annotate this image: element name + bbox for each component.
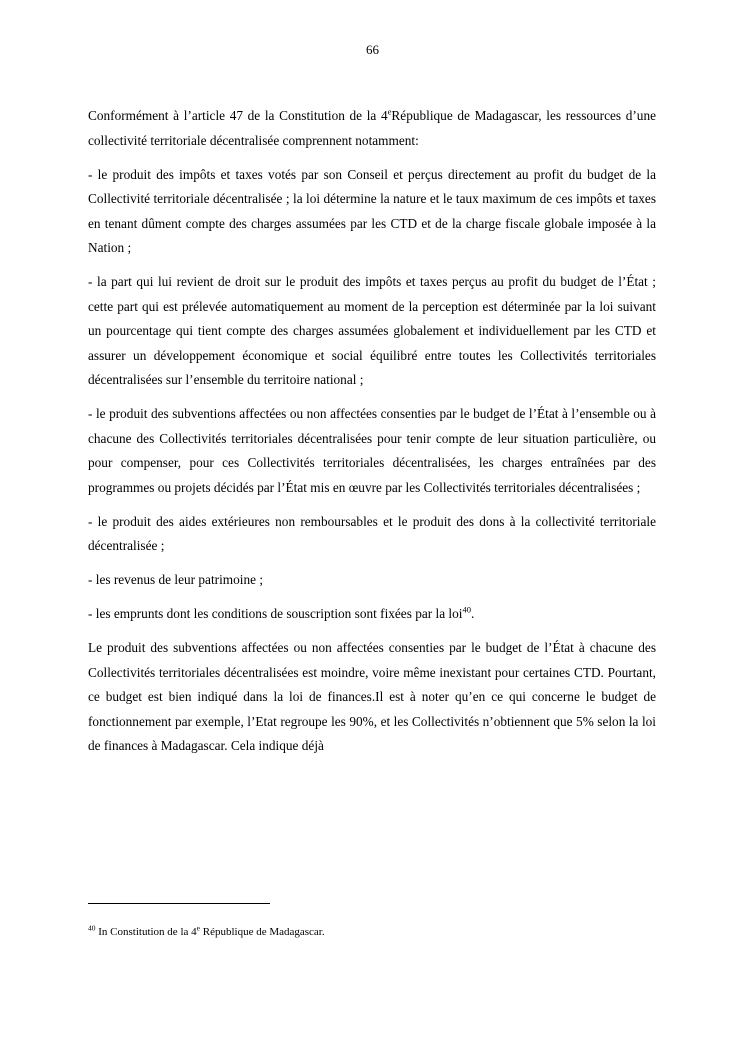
paragraph-text: Conformément à l’article 47 de la Constitution de la 4 xyxy=(88,108,388,123)
body-text xyxy=(88,104,656,768)
paragraph-text: Le produit des subventions affectées ou non affectées consenties par le budget de l’État à chacune des Collectivités territoriales décentralisées est moindre, voire même inexistant pour certaines CTD. Pourtant, ce budget est bien indiqué dans la loi de finances.Il est à noter qu’en ce qui concerne le budget de fonctionnement par exemple, l’Etat regroupe les 90%, et les Collectivités n’obtiennent que 5% selon la loi de finances à Madagascar. Cela indique déjà xyxy=(88,640,656,753)
footnote-marker: 40 xyxy=(88,923,96,933)
paragraph-constitution-intro xyxy=(88,104,656,153)
page-number: 66 xyxy=(366,42,379,57)
footnote-reference: 40 xyxy=(462,604,471,615)
ordinal-superscript: e xyxy=(387,106,392,117)
footnote xyxy=(88,925,656,939)
paragraph-text: République de Madagascar, les ressources d’une collectivité territoriale décentralisée comprennent notamment: xyxy=(88,108,656,148)
list-item-aides-exterieures xyxy=(88,510,656,559)
paragraph-text: - les revenus de leur patrimoine ; xyxy=(88,572,264,587)
footnote-text: In Constitution de la 4 xyxy=(95,926,197,938)
paragraph-text: . xyxy=(470,606,475,621)
list-item-revenus-patrimoine xyxy=(88,568,656,593)
ordinal-superscript: e xyxy=(196,923,200,933)
paragraph-text: - la part qui lui revient de droit sur le produit des impôts et taxes perçus au profit du budget de l’État ; cette part qui est prélevée automatiquement au moment de la perception est déterminée par la loi suivant un pourcentage qui tient compte des charges assumées globalement et individuellement par les CTD et assurer un développement économique et social équilibré entre toutes les Collectivités territoriales décentralisées sur l’ensemble du territoire national ; xyxy=(88,274,656,387)
paragraph-subventions-analysis xyxy=(88,636,656,759)
paragraph-text: - le produit des aides extérieures non remboursables et le produit des dons à la collectivité territoriale décentralisée ; xyxy=(88,513,656,553)
footnote-divider xyxy=(88,903,270,904)
footnote-text: République de Madagascar. xyxy=(199,926,325,938)
list-item-part-etat xyxy=(88,270,656,393)
paragraph-text: - le produit des subventions affectées ou non affectées consenties par le budget de l’État à l’ensemble ou à chacune des Collectivités territoriales décentralisées pour tenir compte de leur situation particulière, ou pour compenser, pour ces Collectivités territoriales décentralisées, les charges entraînées par des programmes ou projets décidés par l’État mis en œuvre par les Collectivités territoriales décentralisées ; xyxy=(88,406,656,495)
list-item-impots-taxes xyxy=(88,163,656,261)
list-item-subventions xyxy=(88,402,656,500)
list-item-emprunts xyxy=(88,602,656,627)
paragraph-text: - le produit des impôts et taxes votés par son Conseil et perçus directement au profit du budget de la Collectivité territoriale décentralisée ; la loi détermine la nature et le taux maximum de ces impôts et taxes en tenant dûment compte des charges assumées par les CTD et de la charge fiscale globale imposée à la Nation ; xyxy=(88,166,656,255)
paragraph-text: - les emprunts dont les conditions de souscription sont fixées par la loi xyxy=(88,606,463,621)
